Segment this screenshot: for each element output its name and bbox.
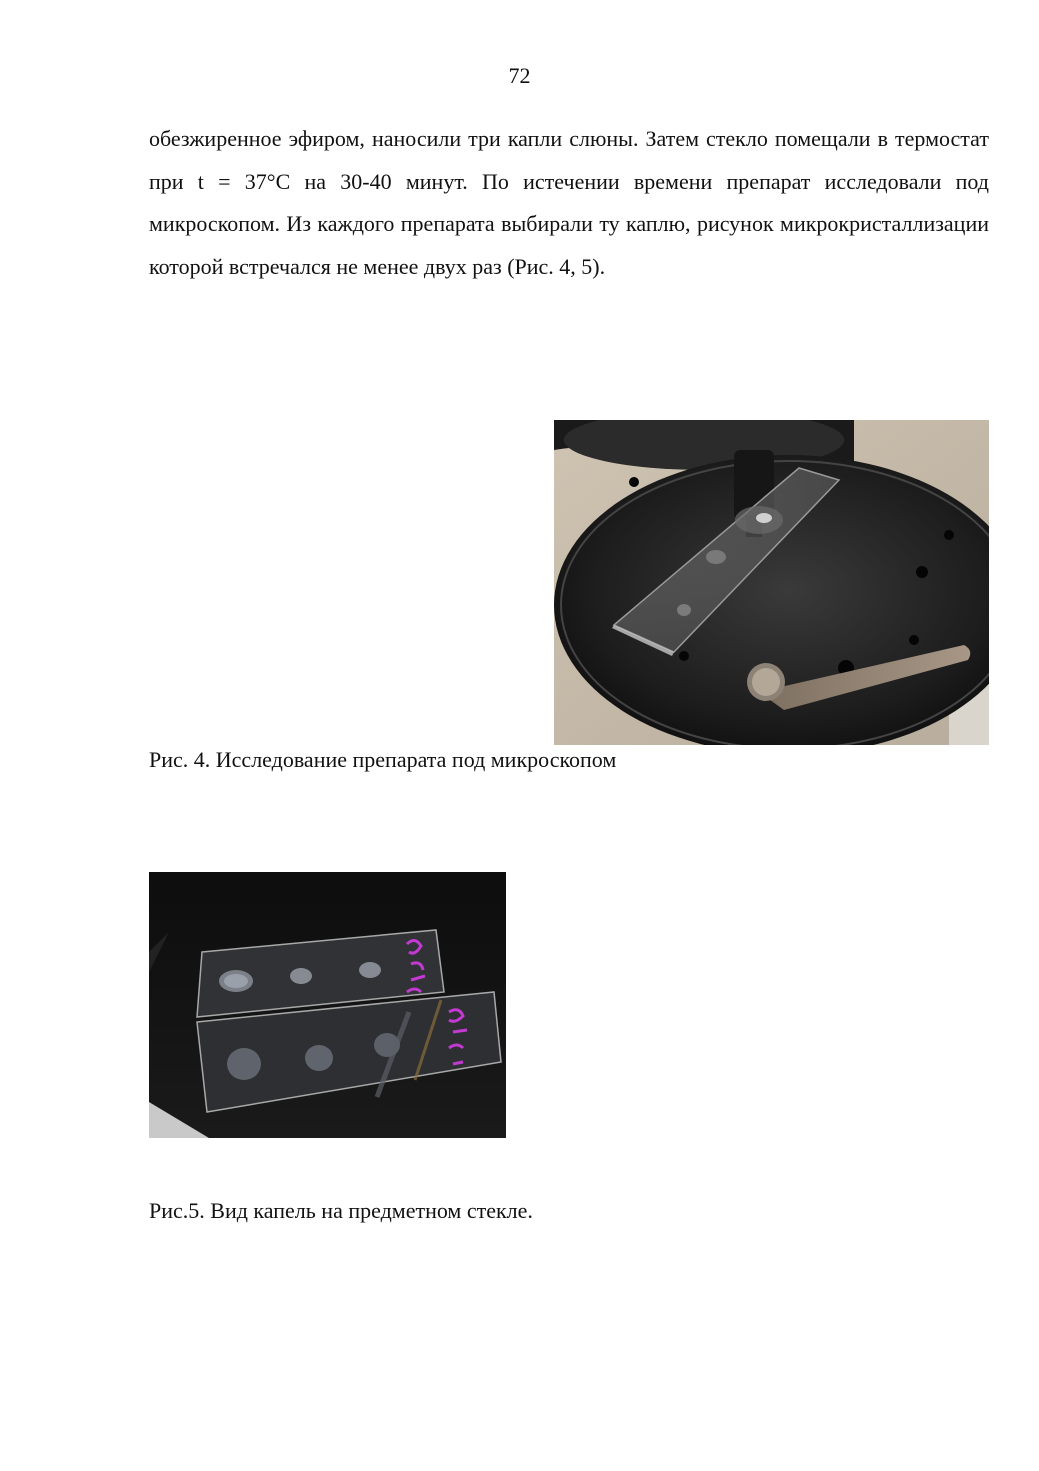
figure-4-microscope-photo	[554, 420, 989, 745]
body-paragraph: обезжиренное эфиром, наносили три капли слюны. Затем стекло помещали в термостат при t = 37°C на 30-40 минут. По истечении времени препарат исследовали под микроскопом. Из каждого препарата выбирали ту каплю, рисунок микрокристаллизации которой встречался не менее двух раз (Рис. 4, 5).	[149, 126, 989, 279]
figure-5-slides-photo	[149, 872, 506, 1138]
figure-4-caption: Рис. 4. Исследование препарата под микроскопом	[149, 747, 617, 772]
page-number: 72	[508, 63, 531, 88]
microscope-stage-image	[554, 420, 989, 745]
figure-5-caption: Рис.5. Вид капель на предметном стекле.	[149, 1198, 533, 1223]
glass-slides-image	[149, 872, 506, 1138]
